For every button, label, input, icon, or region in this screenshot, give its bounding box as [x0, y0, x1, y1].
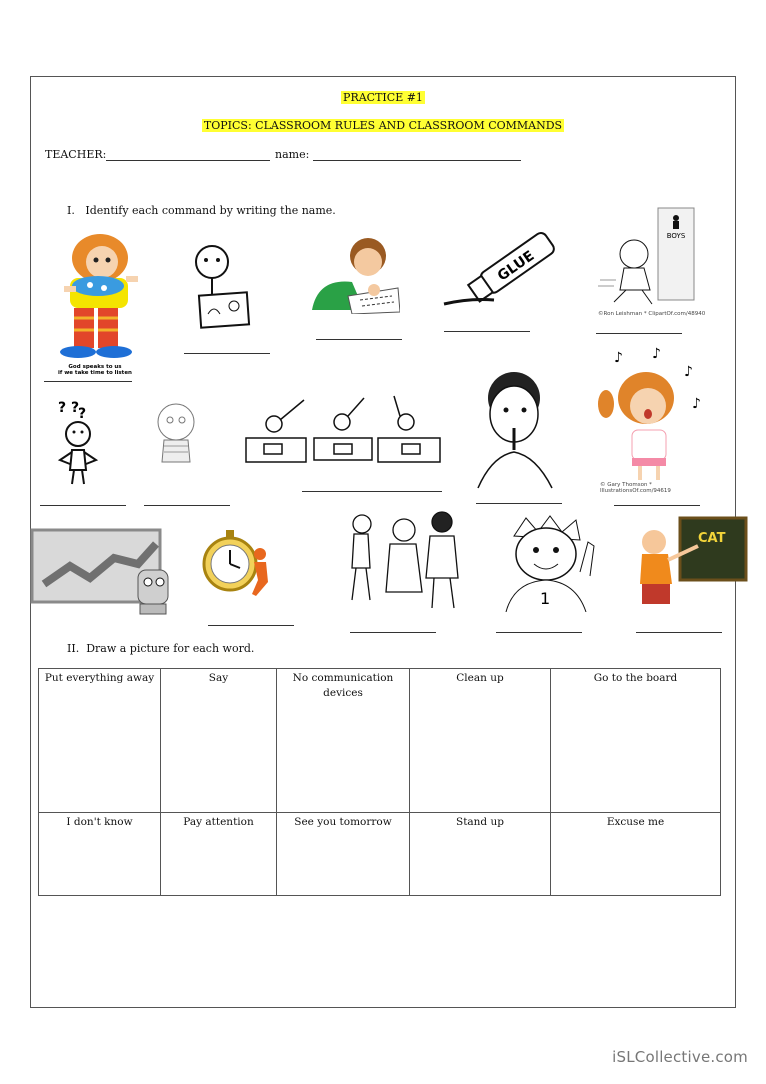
listen-caption: God speaks to us if we take time to listen [58, 364, 132, 376]
writing-boy-image [308, 230, 400, 314]
grid-cell[interactable] [39, 813, 161, 896]
pay-attention-boy-image [146, 398, 208, 470]
teacher-at-board-image [628, 512, 748, 616]
stopwatch-figure-image [196, 516, 300, 608]
grid-cell[interactable] [39, 669, 161, 813]
section1-number: I. [67, 204, 75, 217]
answer-line-13[interactable] [496, 632, 582, 633]
svg-text:♪: ♪ [684, 364, 693, 380]
section2-number: II. [67, 642, 80, 655]
practice-title: PRACTICE #1 [343, 91, 423, 104]
grid-cell[interactable] [161, 813, 277, 896]
word-label: Stand up [456, 816, 504, 829]
grid-cell[interactable] [277, 813, 410, 896]
word-label: Put everything away [44, 672, 155, 684]
site-watermark: iSLCollective.com [612, 1048, 748, 1066]
svg-text:♪: ♪ [614, 350, 623, 366]
answer-line-6[interactable] [40, 505, 126, 506]
word-label: No communication devices [292, 672, 394, 699]
glue-stick-image [440, 228, 558, 308]
svg-text:?: ? [78, 406, 87, 422]
grid-cell[interactable] [410, 669, 551, 813]
grid-cell[interactable] [277, 669, 410, 813]
answer-line-8[interactable] [302, 491, 442, 492]
svg-text:♪: ♪ [652, 346, 661, 362]
svg-text:1: 1 [540, 589, 551, 608]
boys-sign-text: BOYS [666, 232, 686, 240]
section1-instruction: Identify each command by writing the name. [85, 204, 336, 217]
section2-instruction: Draw a picture for each word. [86, 642, 255, 655]
name-field [275, 148, 521, 161]
students-talking-image [338, 508, 474, 612]
grid-cell[interactable] [551, 669, 721, 813]
grid-cell[interactable] [551, 813, 721, 896]
name-blank[interactable] [313, 150, 521, 161]
word-label: Clean up [456, 672, 504, 684]
cat-board-text: CAT [698, 531, 726, 546]
drawing-grid [38, 668, 721, 896]
answer-line-7[interactable] [144, 505, 230, 506]
answer-line-4[interactable] [444, 331, 530, 332]
svg-text:♪: ♪ [692, 396, 701, 412]
answer-line-12[interactable] [350, 632, 436, 633]
answer-line-5[interactable] [596, 333, 682, 334]
listening-girl-image [40, 228, 140, 380]
word-label: Say [208, 672, 229, 684]
grid-row [39, 669, 721, 813]
waving-boy-image [498, 512, 598, 612]
students-raising-hands-image [244, 394, 444, 470]
section2-heading [67, 642, 254, 655]
grid-cell[interactable] [410, 813, 551, 896]
singing-girl-image [592, 346, 708, 486]
svg-text:? ?: ? ? [58, 400, 80, 416]
word-label: I don't know [66, 816, 133, 829]
answer-line-2[interactable] [184, 353, 270, 354]
robot-chart-image [30, 524, 180, 620]
teacher-blank[interactable] [106, 150, 270, 161]
answer-line-1[interactable] [44, 381, 132, 382]
topics-title: TOPICS: CLASSROOM RULES AND CLASSROOM COMMANDS [203, 119, 563, 132]
grid-row [39, 813, 721, 896]
boy-running-restroom-image [594, 206, 706, 320]
answer-line-3[interactable] [316, 339, 402, 340]
teacher-field [45, 148, 270, 161]
shushing-boy-image [468, 368, 560, 492]
name-label: name: [275, 148, 310, 161]
answer-line-9[interactable] [476, 503, 562, 504]
section1-heading [67, 204, 336, 217]
small-credit-caption: ©Ron Leishman * ClipartOf.com/48940 [598, 311, 706, 317]
word-label: Go to the board [593, 672, 678, 684]
teacher-label: TEACHER: [45, 148, 107, 161]
grid-cell[interactable] [161, 669, 277, 813]
girl-credit-caption: © Gary Thomson * IllustrationsOf.com/94619 [600, 482, 671, 494]
drawing-stick-figure-image [186, 240, 256, 332]
answer-line-11[interactable] [208, 625, 294, 626]
answer-line-14[interactable] [636, 632, 722, 633]
word-label: Excuse me [606, 816, 665, 829]
answer-line-10[interactable] [614, 505, 700, 506]
word-label: See you tomorrow [294, 816, 392, 829]
confused-stick-figure-image [52, 398, 106, 488]
word-label: Pay attention [183, 816, 254, 829]
glue-label: GLUE [494, 247, 538, 285]
